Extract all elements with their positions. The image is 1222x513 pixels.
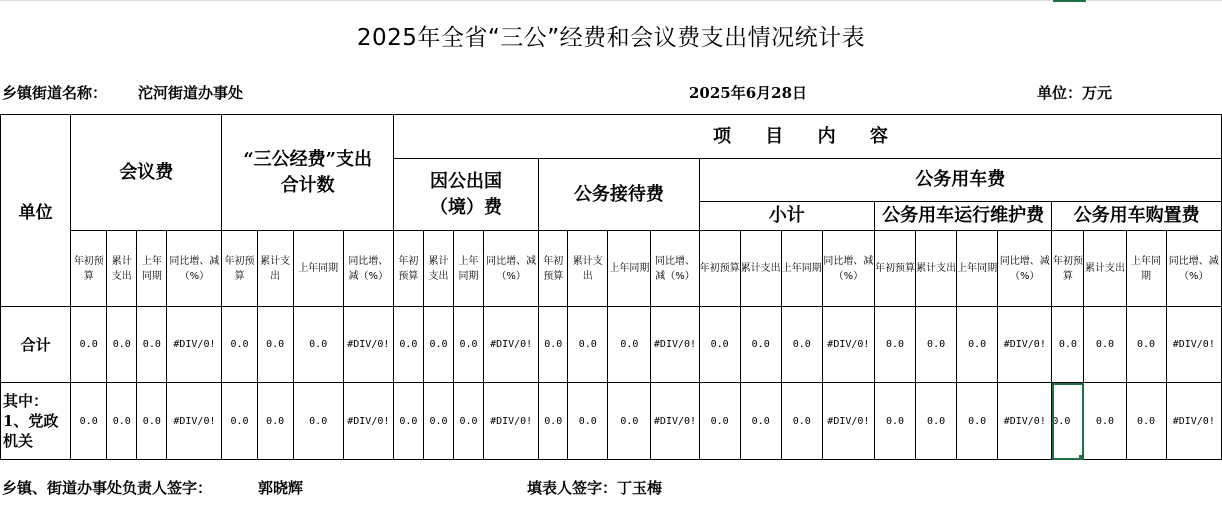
data-cell[interactable]	[393, 383, 423, 460]
cell-value: 0.0	[459, 339, 478, 350]
cell-value: 0.0	[968, 415, 987, 427]
leader-signature-label[interactable]: 乡镇、街道办事处负责人签字：	[2, 478, 213, 497]
data-cell[interactable]	[608, 307, 651, 383]
car-maintenance-header[interactable]: 公务用车运行维护费	[874, 202, 1051, 231]
cell-value: #DIV/0!	[1172, 415, 1215, 427]
cell-value: #DIV/0!	[173, 339, 216, 350]
data-cell[interactable]	[568, 383, 608, 460]
selected-cell[interactable]	[1052, 383, 1084, 460]
row-label[interactable]: 其中：1、党政机关	[1, 383, 71, 460]
cell-value: 0.0	[230, 415, 249, 427]
cell-value: #DIV/0!	[827, 415, 870, 427]
data-cell[interactable]	[222, 383, 257, 460]
data-cell[interactable]	[167, 307, 222, 383]
data-cell[interactable]	[1166, 383, 1221, 460]
cell-value: 0.0	[1095, 415, 1114, 427]
car-purchase-header[interactable]: 公务用车购置费	[1052, 202, 1222, 231]
column-subheader[interactable]: 同比增、减（%）	[484, 231, 539, 307]
cell-value: 0.0	[1058, 339, 1077, 350]
data-cell[interactable]	[651, 383, 699, 460]
cell-value: 0.0	[927, 339, 946, 350]
column-subheader[interactable]: 累计支出	[568, 231, 608, 307]
column-subheader[interactable]: 年初预算	[539, 231, 568, 307]
cell-value: 0.0	[79, 339, 98, 350]
cell-value: 0.0	[578, 415, 597, 427]
table-row	[1, 383, 1222, 460]
column-subheader[interactable]: 上年同期	[608, 231, 651, 307]
column-subheader[interactable]: 年初预算	[393, 231, 423, 307]
data-cell[interactable]	[222, 307, 257, 383]
data-cell[interactable]	[423, 307, 453, 383]
data-cell[interactable]	[393, 307, 423, 383]
column-subheader[interactable]: 同比增、减（%）	[1166, 231, 1221, 307]
cell-value: 0.0	[429, 415, 448, 427]
data-cell[interactable]	[343, 307, 393, 383]
data-cell[interactable]	[343, 383, 393, 460]
column-subheader[interactable]: 同比增、减（%）	[167, 231, 222, 307]
data-cell[interactable]	[1084, 383, 1126, 460]
cell-value: 0.0	[309, 415, 328, 427]
data-cell[interactable]	[1052, 307, 1084, 383]
column-subheader[interactable]: 同比增、减（%）	[343, 231, 393, 307]
cell-value: 0.0	[399, 339, 418, 350]
cell-value: 0.0	[578, 339, 597, 350]
cell-value: #DIV/0!	[653, 339, 697, 350]
data-cell[interactable]	[781, 307, 822, 383]
column-subheader[interactable]: 上年同期	[454, 231, 484, 307]
data-cell[interactable]	[257, 307, 293, 383]
data-cell[interactable]	[539, 307, 568, 383]
data-cell[interactable]	[137, 307, 167, 383]
statistics-table	[0, 114, 1222, 460]
column-subheader[interactable]: 年初预算	[222, 231, 257, 307]
data-cell[interactable]	[1166, 307, 1221, 383]
column-subheader[interactable]: 累计支出	[916, 231, 957, 307]
data-cell[interactable]	[454, 383, 484, 460]
data-cell[interactable]	[423, 383, 453, 460]
column-subheader[interactable]: 上年同期	[293, 231, 343, 307]
cell-value: 0.0	[429, 339, 448, 350]
column-subheader[interactable]: 年初预算	[699, 231, 740, 307]
cell-value: 0.0	[710, 339, 729, 350]
data-cell[interactable]	[137, 383, 167, 460]
cell-value: 0.0	[792, 339, 811, 350]
data-cell[interactable]	[916, 383, 957, 460]
data-cell[interactable]	[167, 383, 222, 460]
cell-value: 0.0	[927, 415, 946, 427]
cell-value: 0.0	[1052, 415, 1071, 427]
data-cell[interactable]	[484, 307, 539, 383]
data-cell[interactable]	[957, 307, 998, 383]
data-cell[interactable]	[71, 307, 107, 383]
data-cell[interactable]	[539, 383, 568, 460]
cell-value: #DIV/0!	[347, 339, 390, 350]
column-subheader[interactable]: 年初预算	[874, 231, 915, 307]
column-subheader[interactable]: 累计支出	[740, 231, 781, 307]
cell-value: #DIV/0!	[1003, 339, 1046, 350]
cell-value: 0.0	[399, 415, 418, 427]
column-subheader[interactable]: 同比增、减（%）	[651, 231, 699, 307]
cell-value: #DIV/0!	[1172, 339, 1215, 350]
data-cell[interactable]	[454, 307, 484, 383]
column-subheader[interactable]: 上年同期	[1126, 231, 1166, 307]
data-cell[interactable]	[874, 307, 915, 383]
data-cell[interactable]	[1084, 307, 1126, 383]
sangong-total-header[interactable]: “三公经费”支出 合计数	[222, 115, 393, 231]
data-cell[interactable]	[916, 307, 957, 383]
town-name-value[interactable]: 沱河街道办事处	[138, 83, 244, 102]
column-subheader[interactable]: 累计支出	[1084, 231, 1126, 307]
cell-value: #DIV/0!	[347, 415, 390, 427]
filler-signature[interactable]: 填表人签字：丁玉梅	[527, 478, 663, 497]
cell-value: 0.0	[1095, 339, 1114, 350]
data-cell[interactable]	[822, 307, 874, 383]
data-cell[interactable]	[608, 383, 651, 460]
sheet-title[interactable]: 2025年全省“三公”经费和会议费支出情况统计表	[356, 24, 866, 51]
column-subheader[interactable]: 同比增、减（%）	[822, 231, 874, 307]
data-cell[interactable]	[740, 383, 781, 460]
cell-value: 0.0	[112, 339, 131, 350]
leader-signature-name[interactable]: 郭晓辉	[258, 478, 304, 497]
car-subtotal-header[interactable]: 小计	[699, 202, 874, 231]
column-subheader[interactable]: 累计支出	[107, 231, 137, 307]
cell-value: #DIV/0!	[490, 415, 533, 427]
cell-value: 0.0	[792, 415, 811, 427]
data-cell[interactable]	[1126, 383, 1166, 460]
reception-fee-header[interactable]: 公务接待费	[539, 159, 699, 231]
data-cell[interactable]	[484, 383, 539, 460]
cell-value: 0.0	[885, 339, 905, 350]
column-subheader[interactable]: 累计支出	[257, 231, 293, 307]
data-cell[interactable]	[957, 383, 998, 460]
cell-value: #DIV/0!	[1003, 415, 1046, 427]
data-cell[interactable]	[740, 307, 781, 383]
town-name-label[interactable]: 乡镇街道名称：	[2, 83, 108, 102]
report-date[interactable]: 2025年6月28日	[689, 83, 808, 102]
cell-value: 0.0	[544, 415, 563, 427]
data-cell[interactable]	[874, 383, 915, 460]
column-subheader[interactable]: 累计支出	[423, 231, 453, 307]
data-cell[interactable]	[699, 307, 740, 383]
data-cell[interactable]	[699, 383, 740, 460]
data-cell[interactable]	[1126, 307, 1166, 383]
cell-value: 0.0	[620, 339, 639, 350]
column-subheader[interactable]: 同比增、减（%）	[998, 231, 1052, 307]
cell-value: 0.0	[112, 415, 131, 427]
data-cell[interactable]	[651, 307, 699, 383]
column-subheader[interactable]: 年初预算	[71, 231, 107, 307]
column-subheader[interactable]: 上年同期	[781, 231, 822, 307]
cell-value: 0.0	[885, 415, 905, 427]
cell-value: 0.0	[968, 339, 987, 350]
data-cell[interactable]	[257, 383, 293, 460]
unit-column-header[interactable]: 单位	[1, 115, 71, 307]
cell-value: 0.0	[266, 415, 285, 427]
abroad-fee-header[interactable]: 因公出国（境）费	[393, 159, 538, 231]
table-row	[1, 307, 1222, 383]
data-cell[interactable]	[998, 307, 1052, 383]
cell-value: #DIV/0!	[173, 415, 216, 427]
cell-value: #DIV/0!	[653, 415, 697, 427]
data-cell[interactable]	[71, 383, 107, 460]
data-cell[interactable]	[293, 383, 343, 460]
cell-value: 0.0	[1137, 339, 1156, 350]
cell-value: 0.0	[230, 339, 249, 350]
cell-value: 0.0	[620, 415, 639, 427]
meeting-fee-header[interactable]: 会议费	[71, 115, 222, 231]
cell-value: 0.0	[309, 339, 328, 350]
cell-value: 0.0	[544, 339, 563, 350]
cell-value: 0.0	[751, 339, 770, 350]
cell-value: #DIV/0!	[827, 339, 870, 350]
unit-label[interactable]: 单位：万元	[1037, 83, 1113, 102]
column-subheader[interactable]: 上年同期	[137, 231, 167, 307]
data-cell[interactable]	[568, 307, 608, 383]
official-car-fee-header[interactable]: 公务用车费	[699, 159, 1221, 202]
column-subheader[interactable]: 年初预算	[1052, 231, 1084, 307]
data-cell[interactable]	[822, 383, 874, 460]
row-label[interactable]: 合计	[1, 307, 71, 383]
fill-handle[interactable]	[1079, 455, 1084, 460]
cell-value: 0.0	[79, 415, 98, 427]
project-content-header[interactable]: 项 目 内 容	[393, 115, 1221, 159]
cell-value: 0.0	[266, 339, 285, 350]
data-cell[interactable]	[107, 383, 137, 460]
data-cell[interactable]	[107, 307, 137, 383]
cell-value: 0.0	[459, 415, 478, 427]
cell-value: 0.0	[142, 415, 161, 427]
cell-value: 0.0	[710, 415, 729, 427]
cell-value: #DIV/0!	[490, 339, 533, 350]
column-subheader[interactable]: 上年同期	[957, 231, 998, 307]
data-cell[interactable]	[998, 383, 1052, 460]
cell-value: 0.0	[751, 415, 770, 427]
data-cell[interactable]	[293, 307, 343, 383]
cell-value: 0.0	[1137, 415, 1156, 427]
cell-value: 0.0	[142, 339, 161, 350]
data-cell[interactable]	[781, 383, 822, 460]
